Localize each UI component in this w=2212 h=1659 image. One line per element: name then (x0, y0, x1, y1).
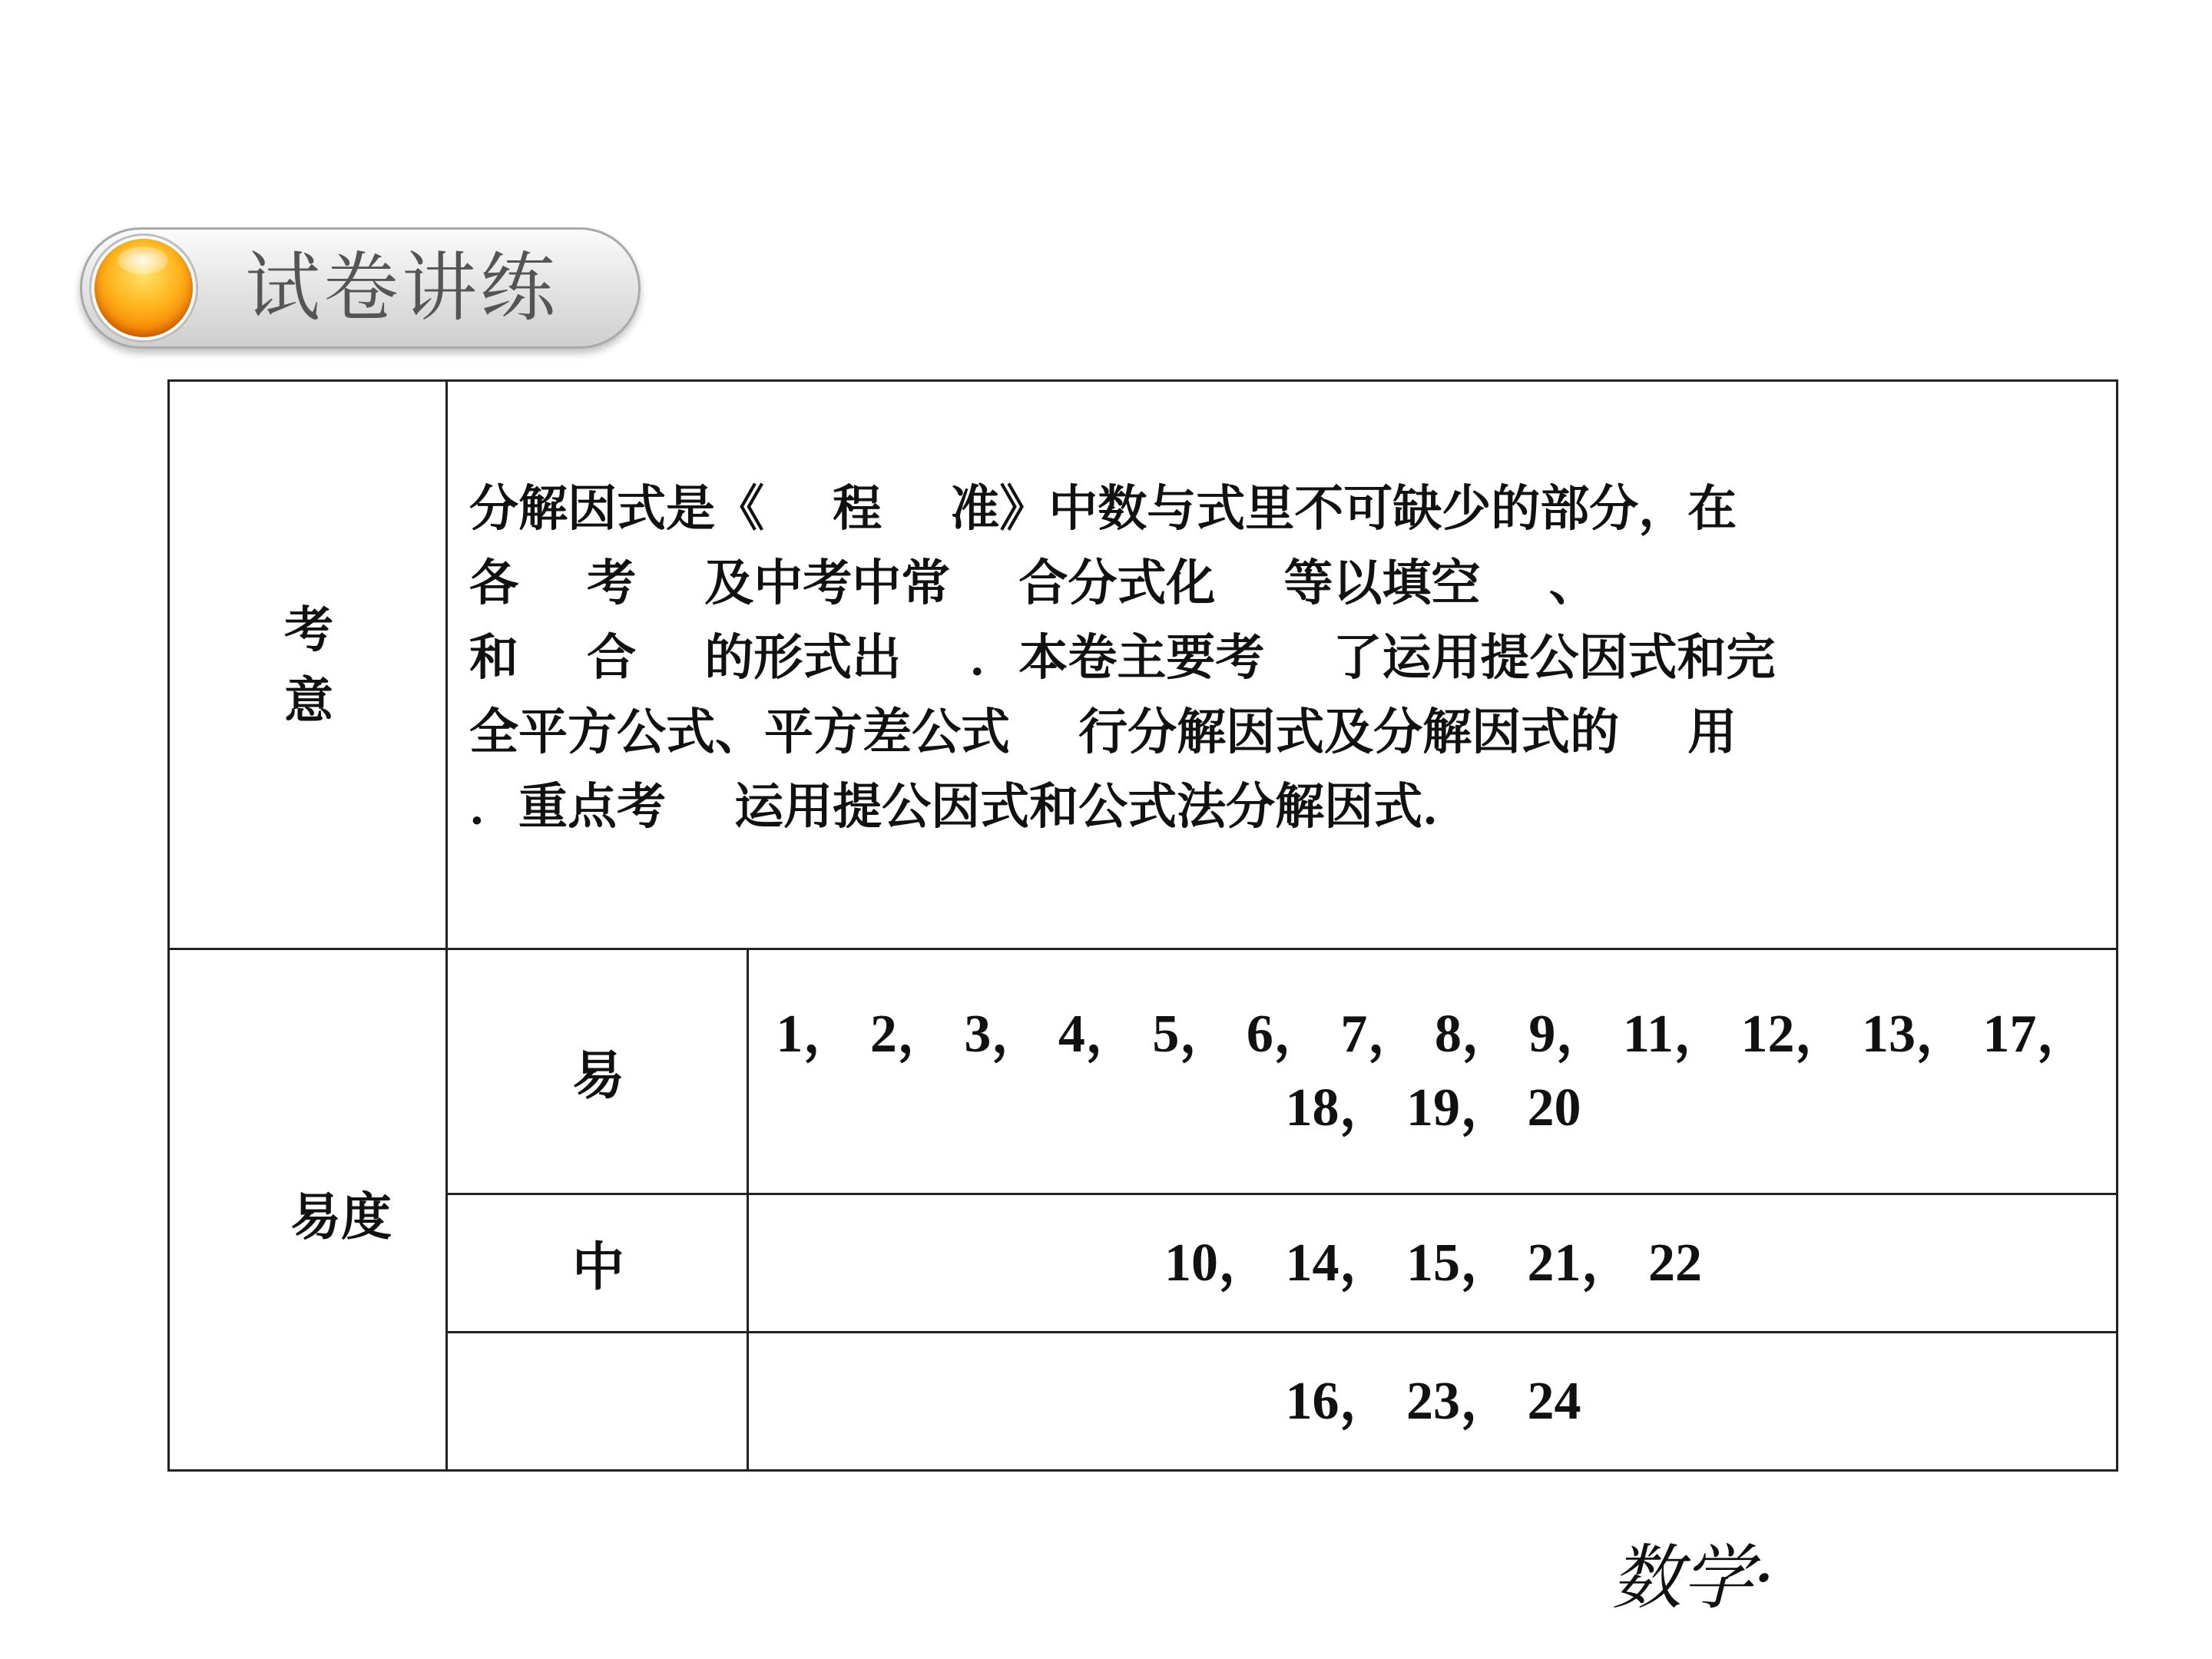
question-numbers-line: 16， 23， 24 (1285, 1371, 1581, 1431)
topic-line: 全平方公式、平方差公式 行分解因式及分解因式的 用 (469, 704, 1737, 761)
difficulty-label: 易度 (290, 1187, 392, 1247)
topic-line: ．重点考 运用提公因式和公式法分解因式． (469, 779, 1472, 836)
section-title: 试卷讲练 (245, 244, 559, 332)
section-header-pill (80, 227, 641, 349)
level-easy-questions (749, 950, 2118, 1193)
level-easy-label: 易 (571, 1045, 624, 1107)
level-hard-label (448, 1333, 749, 1469)
question-numbers-line: 1， 2， 3， 4， 5， 6， 7， 8， 9， 11， 12， 13， 17， (776, 1005, 2091, 1064)
exam-analysis-table (167, 379, 2118, 1472)
topic-line: 分解因式是《 程 准》中数与式里不可缺少的部分，在 (469, 481, 1737, 538)
question-numbers-line: 10， 14， 15， 21， 22 (1164, 1233, 1702, 1293)
topic-line: 各 考 及中考中常 合分式化 等以填空 、 (469, 555, 1598, 612)
level-medium-label: 中 (571, 1237, 624, 1298)
topic-line: 和 合 的形式出 ．本卷主要考 了运用提公因式和完 (469, 630, 1776, 687)
orange-bullet-icon (94, 239, 193, 337)
topic-label-cell (170, 382, 448, 950)
level-hard-questions (749, 1333, 2118, 1469)
question-numbers-line: 18， 19， 20 (1285, 1078, 1581, 1137)
topic-description (469, 472, 2101, 845)
footer-subject: 数学· (1611, 1537, 1776, 1619)
topic-label: 考意 (283, 602, 333, 730)
level-medium-questions (749, 1195, 2118, 1331)
